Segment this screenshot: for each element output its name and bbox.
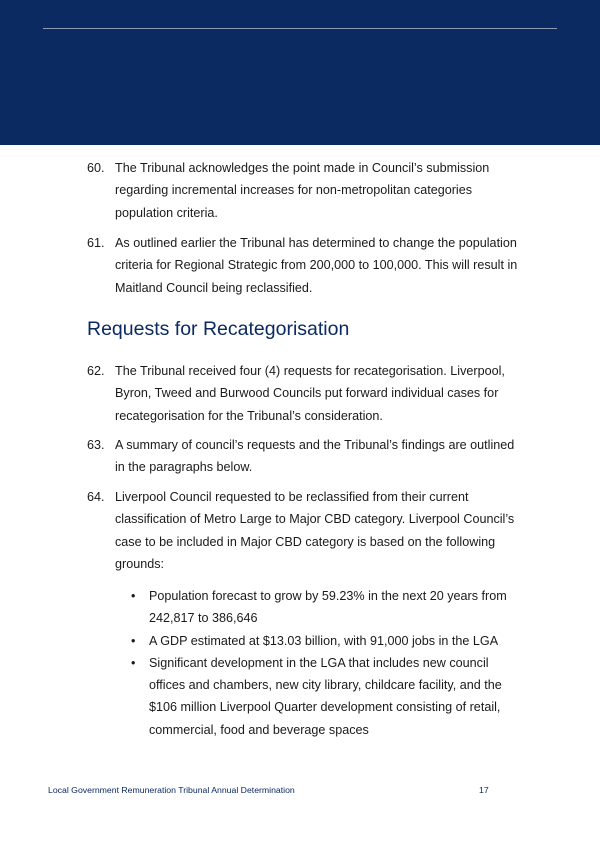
list-item	[131, 585, 511, 630]
paragraph-number: 60.	[87, 161, 105, 175]
paragraph-text: As outlined earlier the Tribunal has determined to change the population criteria for Regional Strategic from 200,000 to 100,000. This will result in Maitland Council being reclassified.	[115, 236, 518, 295]
bullet-text: A GDP estimated at $13.03 billion, with 91,000 jobs in the LGA	[149, 633, 499, 648]
footer-title: Local Government Remuneration Tribunal Annual Determination	[48, 785, 295, 795]
paragraph-63	[87, 434, 527, 479]
paragraph-number: 61.	[87, 236, 105, 250]
paragraph-number: 64.	[87, 490, 105, 504]
header-banner	[0, 0, 600, 145]
page-number: 17	[479, 785, 489, 795]
bullet-text: Significant development in the LGA that includes new council offices and chambers, new city library, childcare facility, and the $106 million Liverpool Quarter development consisting of retail, commercial, food and beverage spaces	[149, 655, 502, 737]
paragraph-text: Liverpool Council requested to be reclassified from their current classification of Metro Large to Major CBD category. Liverpool Council’s case to be included in Major CBD category is based on the following grounds:	[115, 490, 515, 571]
paragraph-64	[87, 486, 527, 575]
bullet-icon: •	[131, 633, 136, 648]
section-heading: Requests for Recategorisation	[87, 318, 350, 340]
list-item	[131, 630, 511, 652]
paragraph-text: A summary of council’s requests and the Tribunal’s findings are outlined in the paragraphs below.	[115, 438, 515, 475]
list-item	[131, 652, 511, 741]
paragraph-61	[87, 232, 527, 299]
bullet-text: Population forecast to grow by 59.23% in the next 20 years from 242,817 to 386,646	[149, 589, 507, 626]
bullet-icon: •	[131, 655, 136, 670]
paragraph-text: The Tribunal received four (4) requests for recategorisation. Liverpool, Byron, Tweed and Burwood Councils put forward individual cases for recategorisation for the Tribunal’s consideration.	[115, 364, 505, 423]
paragraph-60	[87, 157, 527, 224]
paragraph-number: 62.	[87, 364, 105, 378]
grounds-bullet-list	[131, 585, 511, 741]
paragraph-number: 63.	[87, 438, 105, 452]
bullet-icon: •	[131, 589, 136, 603]
header-rule	[43, 28, 557, 29]
paragraph-text: The Tribunal acknowledges the point made in Council’s submission regarding incremental increases for non-metropolitan categories population criteria.	[115, 161, 490, 220]
paragraph-62	[87, 360, 527, 427]
